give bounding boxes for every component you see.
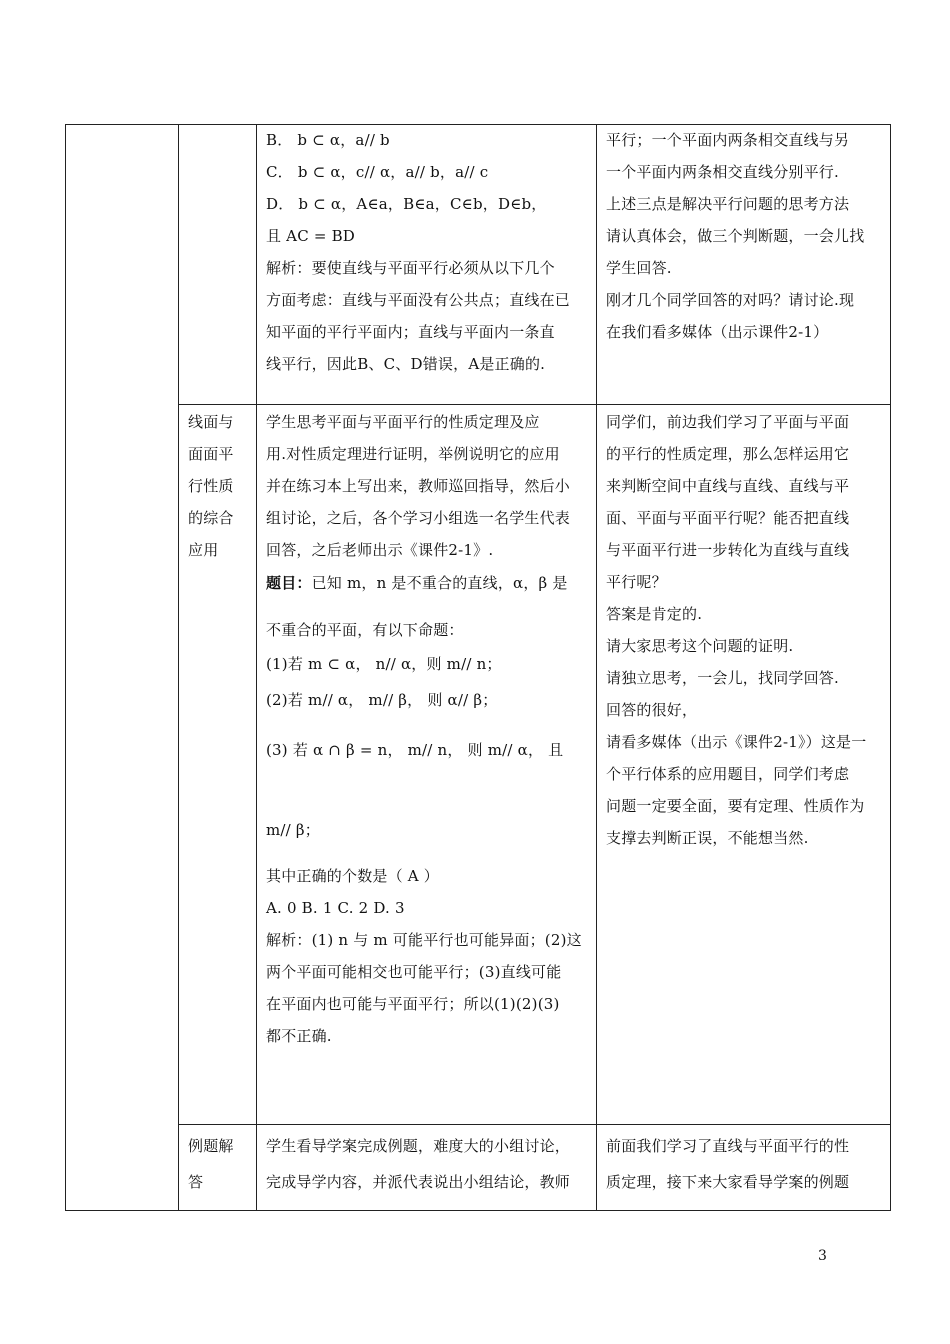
option-b: B． b ⊂ α，a// b [266, 131, 390, 149]
analysis-line: 两个平面可能相交也可能平行；(3)直线可能 [266, 963, 562, 981]
teacher-line: 的平行的性质定理，那么怎样运用它 [606, 445, 850, 463]
proposition-3-cont: m// β； [266, 821, 320, 839]
analysis-line: 解析：(1) n 与 m 可能平行也可能异面；(2)这 [266, 931, 582, 949]
section-3-teacher-cell [606, 1128, 886, 1200]
section-title-line: 应用 [188, 541, 219, 559]
proposition-3: (3) 若 α ∩ β = n， m// n， 则 m// α， 且 [266, 741, 564, 759]
answer-choices: A. 0 B. 1 C. 2 D. 3 [266, 899, 405, 917]
problem-text: 已知 m，n 是不重合的直线，α，β 是 [311, 574, 568, 592]
analysis-line-2: 方面考虑：直线与平面没有公共点；直线在已 [266, 291, 571, 309]
option-c: C． b ⊂ α，c// α，a// b，a// c [266, 163, 489, 181]
option-d: D． b ⊂ α，A∈a，B∈a，C∈b，D∈b， [266, 195, 547, 213]
section-title-line: 的综合 [188, 509, 234, 527]
teacher-line: 请大家思考这个问题的证明. [606, 637, 794, 655]
analysis-line: 在平面内也可能与平面平行；所以(1)(2)(3) [266, 995, 560, 1013]
teacher-line: 来判断空间中直线与直线、直线与平 [606, 477, 850, 495]
section-title-line: 线面与 [188, 413, 234, 431]
analysis-line-3: 知平面的平行平面内；直线与平面内一条直 [266, 323, 555, 341]
problem-text-2: 不重合的平面，有以下命题： [266, 621, 464, 639]
col-border-1 [178, 124, 179, 1211]
section-2-student-cell [266, 406, 592, 1052]
teacher-line: 学生回答. [606, 259, 672, 277]
teacher-line: 面、平面与平面平行呢？能否把直线 [606, 509, 850, 527]
problem-label: 题目： [266, 574, 312, 592]
student-line: 回答，之后老师出示《课件2-1》. [266, 541, 494, 559]
section-title-line: 答 [188, 1173, 204, 1191]
teacher-line: 回答的很好， [606, 701, 698, 719]
section-2-title [188, 406, 254, 566]
teacher-line: 平行呢？ [606, 573, 667, 591]
section-title-line: 行性质 [188, 477, 234, 495]
teacher-line: 刚才几个同学回答的对吗？请讨论.现 [606, 291, 855, 309]
table-bottom-border [65, 1210, 891, 1211]
teacher-line: 支撑去判断正误，不能想当然. [606, 829, 809, 847]
question-line: 其中正确的个数是（ A ） [266, 867, 439, 885]
teacher-line: 与平面平行进一步转化为直线与直线 [606, 541, 850, 559]
problem-statement [266, 566, 592, 600]
teacher-line: 答案是肯定的. [606, 605, 703, 623]
col-border-2 [256, 124, 257, 1211]
teacher-line: 问题一定要全面，要有定理、性质作为 [606, 797, 865, 815]
student-line: 完成导学内容，并派代表说出小组结论，教师 [266, 1173, 571, 1191]
student-line: 并在练习本上写出来，教师巡回指导，然后小 [266, 477, 571, 495]
section-3-title [188, 1128, 254, 1200]
teacher-line: 请认真体会，做三个判断题，一会儿找 [606, 227, 865, 245]
teacher-line: 同学们，前边我们学习了平面与平面 [606, 413, 850, 431]
col-border-left [65, 124, 66, 1211]
row-divider-1 [178, 404, 891, 405]
col-border-right [890, 124, 891, 1211]
student-line: 学生看导学案完成例题，难度大的小组讨论， [266, 1137, 571, 1155]
proposition-2: (2)若 m// α， m// β， 则 α// β； [266, 691, 498, 709]
section-title-line: 面面平 [188, 445, 234, 463]
col-border-3 [596, 124, 597, 1211]
analysis-line-1: 解析：要使直线与平面平行必须从以下几个 [266, 259, 555, 277]
proposition-1: (1)若 m ⊂ α， n// α，则 m// n； [266, 655, 502, 673]
section-3-student-cell [266, 1128, 592, 1200]
teacher-line: 平行；一个平面内两条相交直线与另 [606, 131, 850, 149]
teacher-line: 个平行体系的应用题目，同学们考虑 [606, 765, 850, 783]
student-line: 用.对性质定理进行证明，举例说明它的应用 [266, 445, 560, 463]
teacher-line: 质定理，接下来大家看导学案的例题 [606, 1173, 850, 1191]
student-line: 学生思考平面与平面平行的性质定理及应 [266, 413, 540, 431]
teacher-line: 在我们看多媒体（出示课件2-1） [606, 323, 829, 341]
section-title-line: 例题解 [188, 1137, 234, 1155]
teacher-line: 一个平面内两条相交直线分别平行. [606, 163, 839, 181]
option-d-cont: 且 AC = BD [266, 227, 356, 245]
teacher-line: 请看多媒体（出示《课件2-1》）这是一 [606, 733, 867, 751]
options-cell [266, 124, 592, 380]
section-2-teacher-cell [606, 406, 886, 854]
analysis-line: 都不正确. [266, 1027, 332, 1045]
teacher-line: 前面我们学习了直线与平面平行的性 [606, 1137, 850, 1155]
analysis-line-4: 线平行，因此B、C、D错误，A是正确的. [266, 355, 546, 373]
teacher-line: 请独立思考，一会儿，找同学回答. [606, 669, 839, 687]
teacher-line: 上述三点是解决平行问题的思考方法 [606, 195, 850, 213]
teacher-cell-1 [606, 124, 886, 348]
student-line: 组讨论，之后，各个学习小组选一名学生代表 [266, 509, 571, 527]
row-divider-2 [178, 1124, 891, 1125]
page-number: 3 [818, 1248, 827, 1264]
